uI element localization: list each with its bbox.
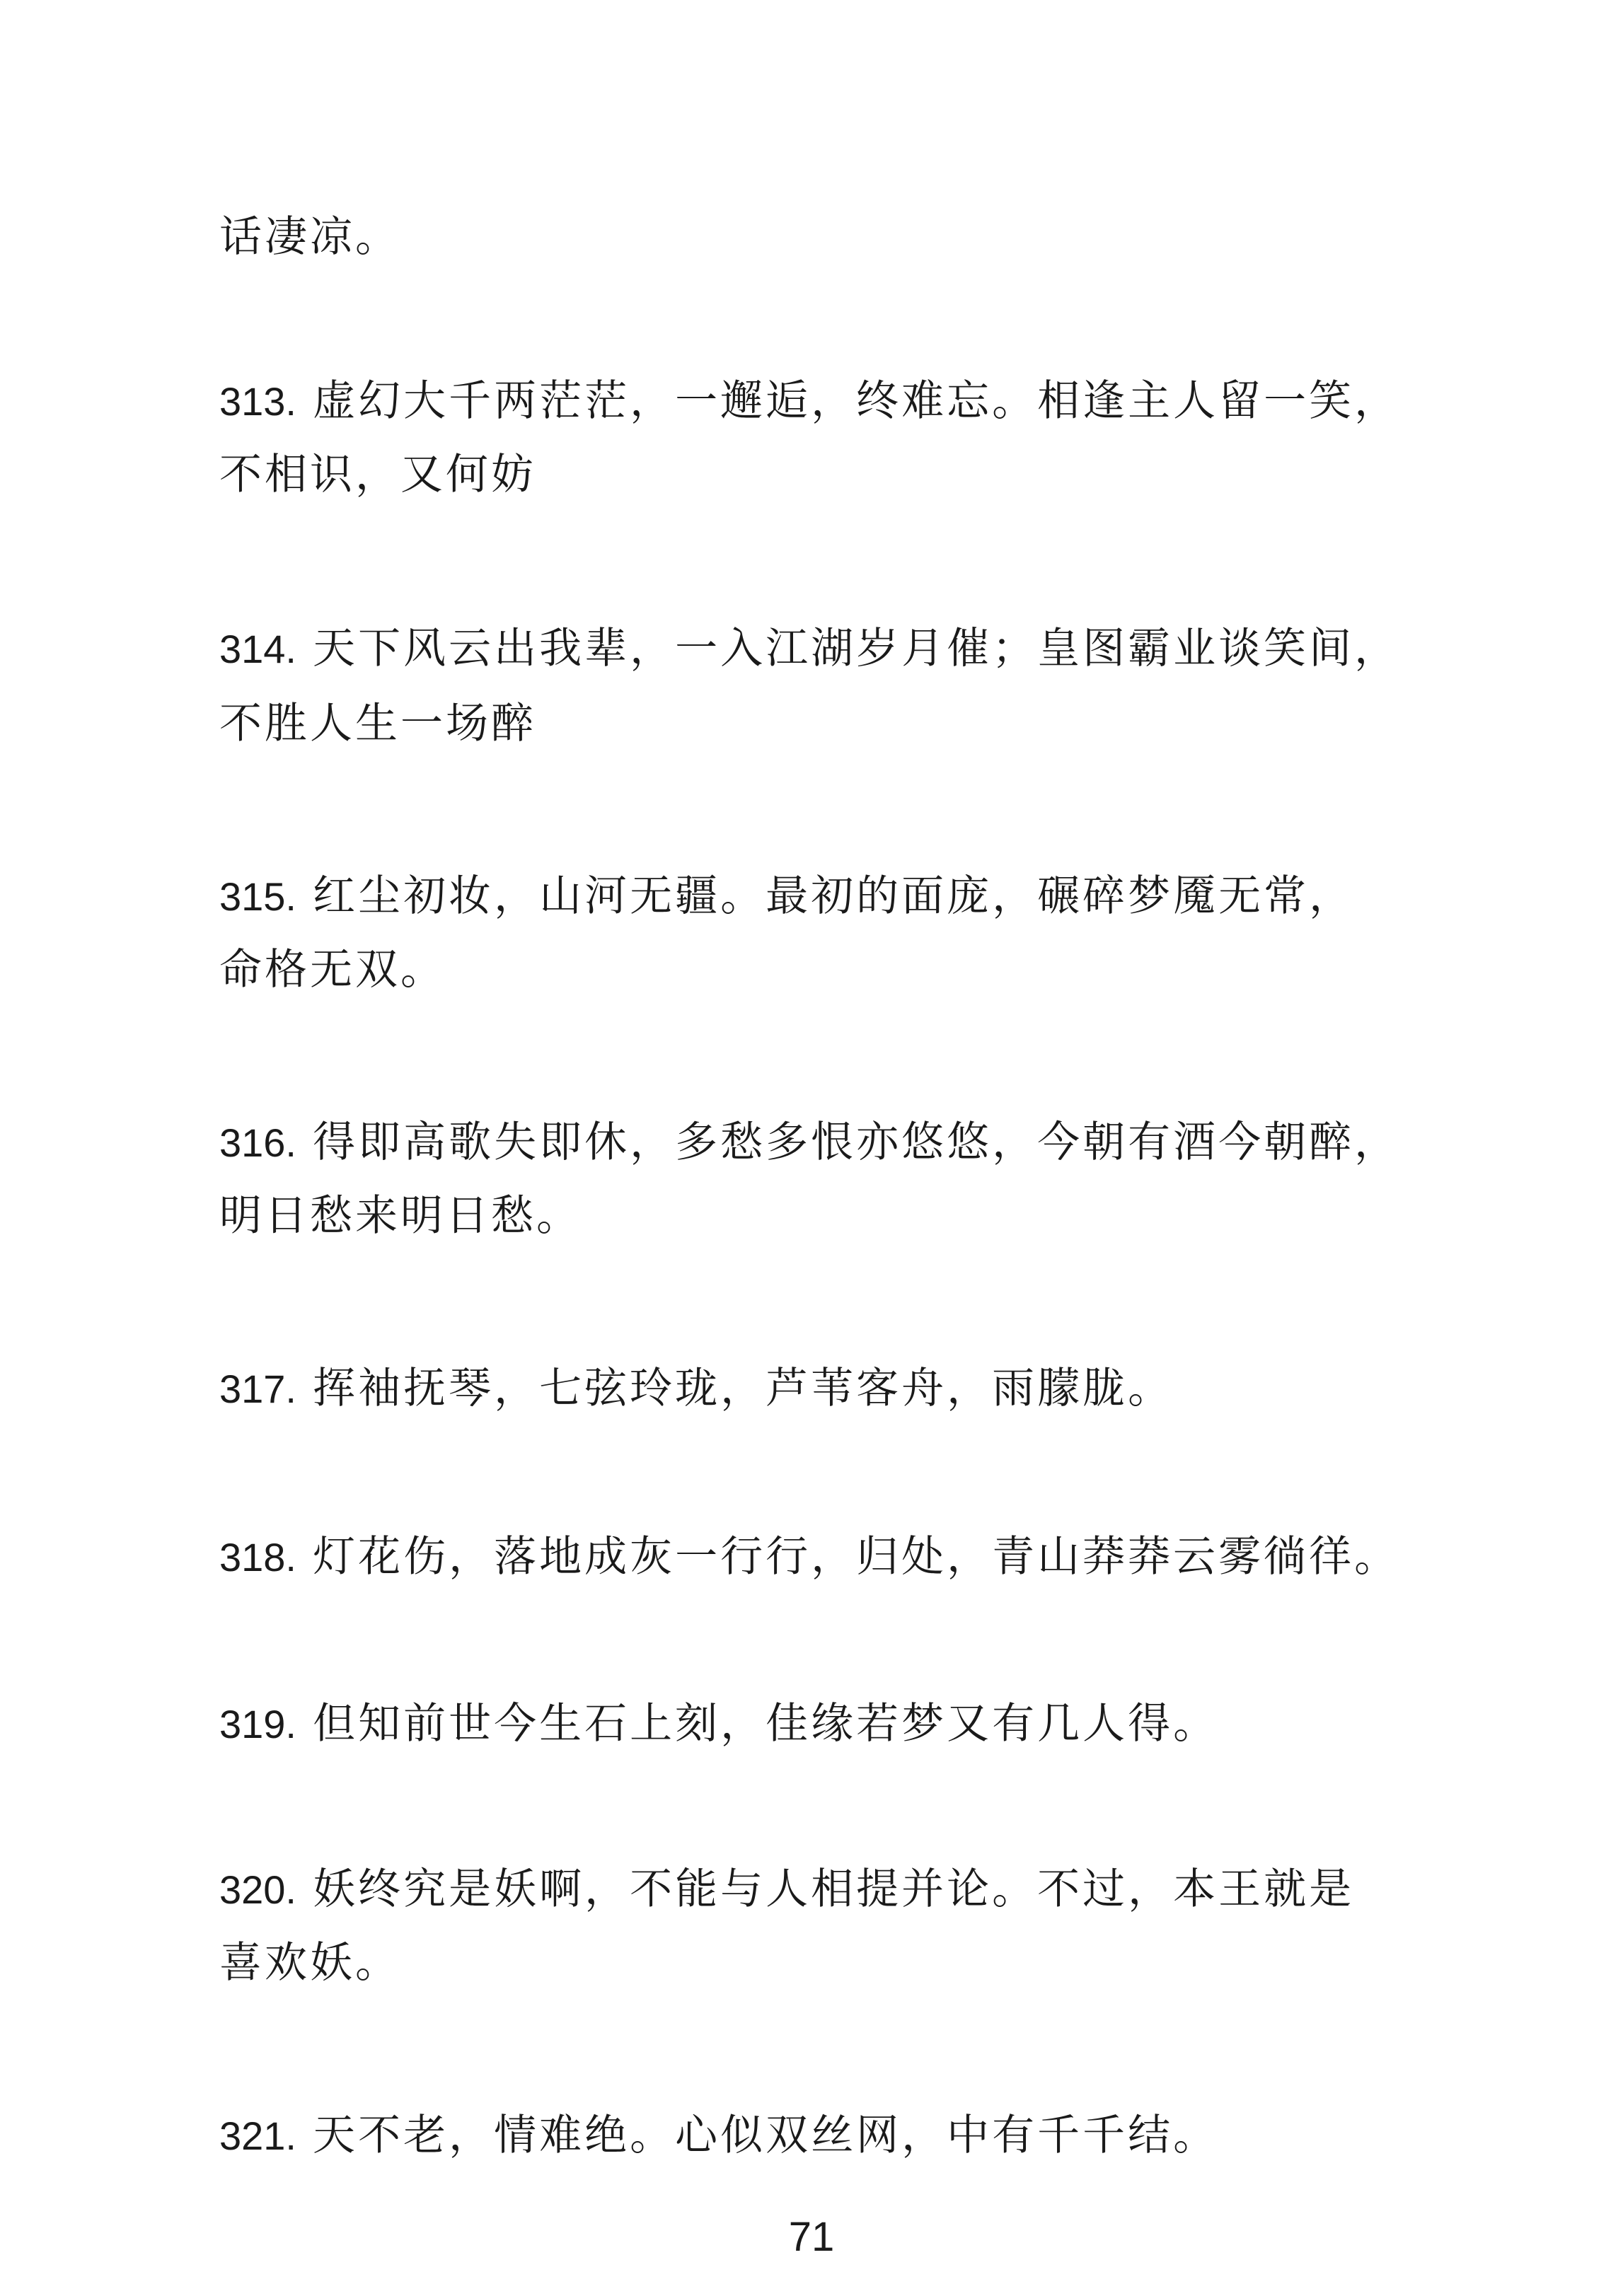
entry-line: [219, 1364, 1173, 1414]
entry-text: 虚幻大千两茫茫，一邂逅，终难忘。相逢主人留一笑，: [313, 376, 1400, 426]
entry-line: [219, 624, 1399, 674]
entry-line: [219, 376, 1399, 427]
entry-line-continued: 命格无双。: [219, 945, 446, 995]
entry-line: [219, 1118, 1399, 1168]
entry-text: 妖终究是妖啊，不能与人相提并论。不过，本王就是: [313, 1865, 1355, 1914]
entry-text: 得即高歌失即休，多愁多恨亦悠悠，今朝有酒今朝醉，: [313, 1118, 1400, 1167]
page-number: 71: [788, 2214, 835, 2260]
entry-text: 红尘初妆，山河无疆。最初的面庞，碾碎梦魇无常，: [313, 871, 1355, 921]
entry-text: 但知前世今生石上刻，佳缘若梦又有几人得。: [313, 1699, 1219, 1749]
entry-text: 挥袖抚琴，七弦玲珑，芦苇客舟，雨朦胧。: [313, 1364, 1174, 1413]
entry-line-continued: 喜欢妖。: [219, 1938, 400, 1988]
entry-number: 316.: [219, 1120, 296, 1165]
entry-number: 314.: [219, 627, 296, 671]
entry-number: 318.: [219, 1535, 296, 1579]
entry-number: 319.: [219, 1702, 296, 1746]
entry-line: [219, 1699, 1218, 1749]
entry-line: [219, 1865, 1354, 1915]
entry-number: 320.: [219, 1867, 296, 1912]
entry-text: 天不老，情难绝。心似双丝网，中有千千结。: [313, 2111, 1219, 2160]
entry-line-continued: 明日愁来明日愁。: [219, 1191, 582, 1241]
continuation-text: 话凄凉。: [219, 212, 400, 262]
entry-line-continued: 不胜人生一场醉: [219, 699, 536, 748]
entry-line: [219, 2111, 1218, 2161]
entry-number: 313.: [219, 379, 296, 424]
entry-text: 灯花伤，落地成灰一行行，归处，青山莽莽云雾徜徉。: [313, 1532, 1400, 1582]
entry-line-continued: 不相识，又何妨: [219, 450, 536, 499]
entry-line: [219, 1532, 1399, 1582]
entry-line: [219, 871, 1354, 922]
entry-number: 317.: [219, 1367, 296, 1411]
entry-number: 315.: [219, 874, 296, 919]
entry-text: 天下风云出我辈，一入江湖岁月催；皇图霸业谈笑间，: [313, 624, 1400, 673]
entry-number: 321.: [219, 2114, 296, 2158]
